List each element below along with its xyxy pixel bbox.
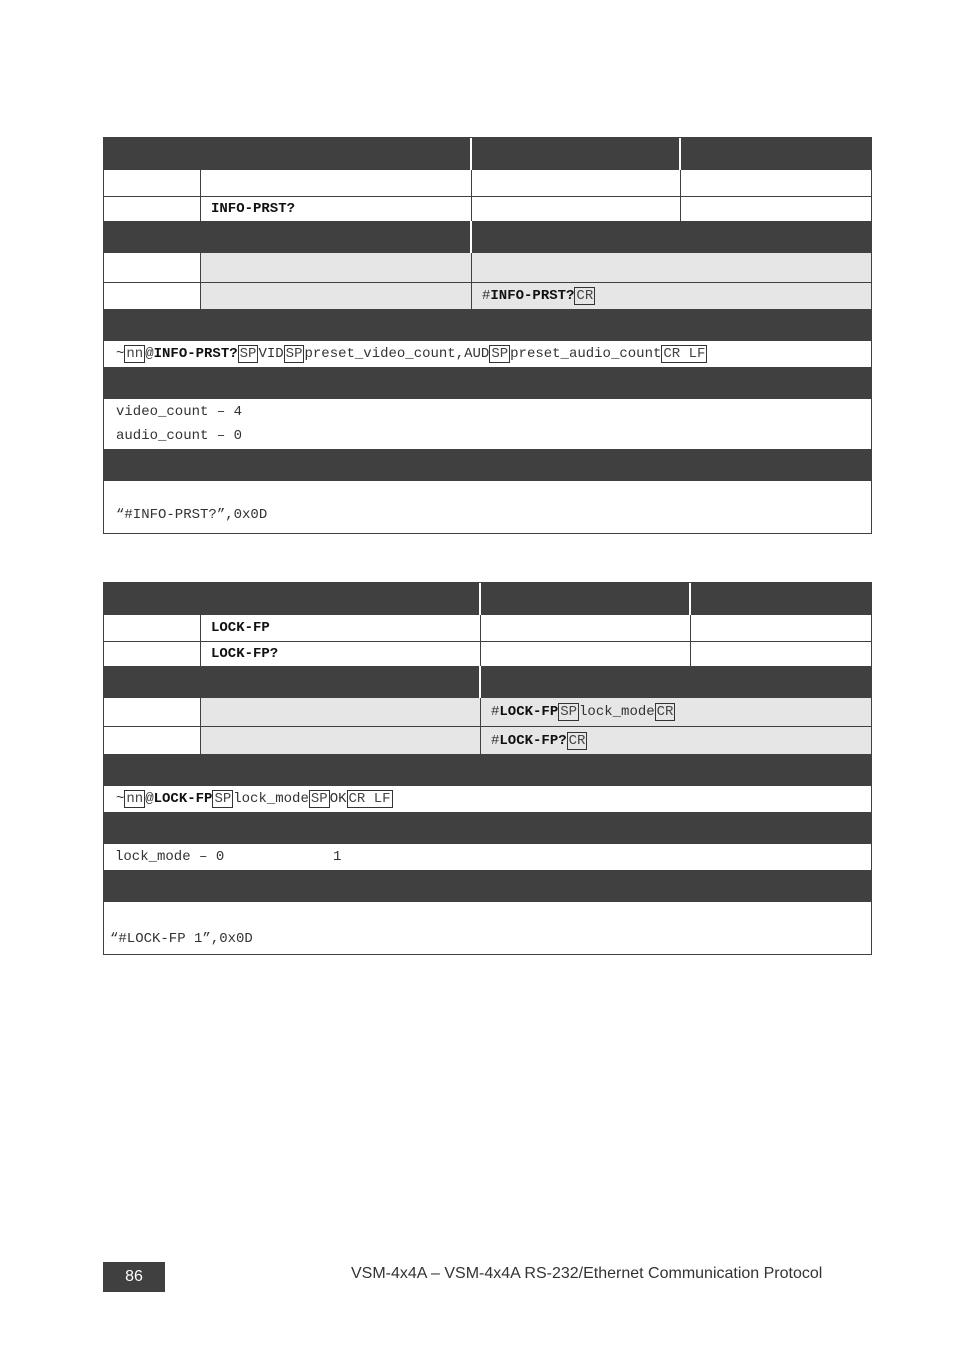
table-row: [104, 698, 871, 726]
table-header: [104, 812, 871, 844]
table-row: [104, 170, 871, 196]
example-text: “#LOCK-FP 1”,0x0D: [110, 931, 253, 947]
response-row: ~ nn @ INFO-PRST? SP VID SP preset_video_count,AUD SP preset_audio_count CR LF: [116, 346, 706, 362]
info-prst-table: [103, 137, 872, 534]
table-header: [104, 870, 871, 902]
footer-title: VSM-4x4A – VSM-4x4A RS-232/Ethernet Communication Protocol: [351, 1265, 823, 1282]
table-row: [104, 282, 871, 309]
example-row: [104, 902, 871, 955]
syntax-get: # INFO-PRST? CR: [472, 283, 871, 309]
param-video-count: video_count – 4: [116, 404, 243, 420]
table-row: [104, 615, 871, 641]
table-header: [104, 666, 871, 698]
syntax-get: # LOCK-FP? CR: [481, 727, 871, 754]
page-number: 86: [103, 1262, 165, 1292]
command-set: LOCK-FP: [201, 615, 481, 641]
command-get: INFO-PRST?: [201, 197, 472, 221]
response-row: ~ nn @ LOCK-FP SP lock_mode SP OK CR LF: [116, 791, 391, 807]
example-row: [104, 481, 871, 531]
syntax-set: # LOCK-FP SP lock_mode CR: [481, 698, 871, 726]
table-row: [104, 641, 871, 666]
table-header: [104, 367, 871, 399]
example-text: “#INFO-PRST?”,0x0D: [116, 507, 268, 523]
param-audio-count: audio_count – 0: [116, 428, 243, 444]
params-row: [104, 844, 871, 870]
lock-fp-table: [103, 582, 872, 955]
command-get: LOCK-FP?: [201, 642, 481, 666]
table-row: [104, 253, 871, 282]
table-header: [104, 754, 871, 786]
table-header: [104, 221, 871, 253]
param-lock-mode: lock_mode – 0: [115, 849, 225, 865]
params-row: [104, 399, 871, 449]
param-lock-mode-value: 1: [333, 849, 342, 865]
table-header: [104, 583, 871, 615]
table-row: [104, 196, 871, 221]
table-header: [104, 309, 871, 341]
table-header: [104, 449, 871, 481]
table-row: [104, 726, 871, 754]
table-header: [104, 138, 871, 170]
